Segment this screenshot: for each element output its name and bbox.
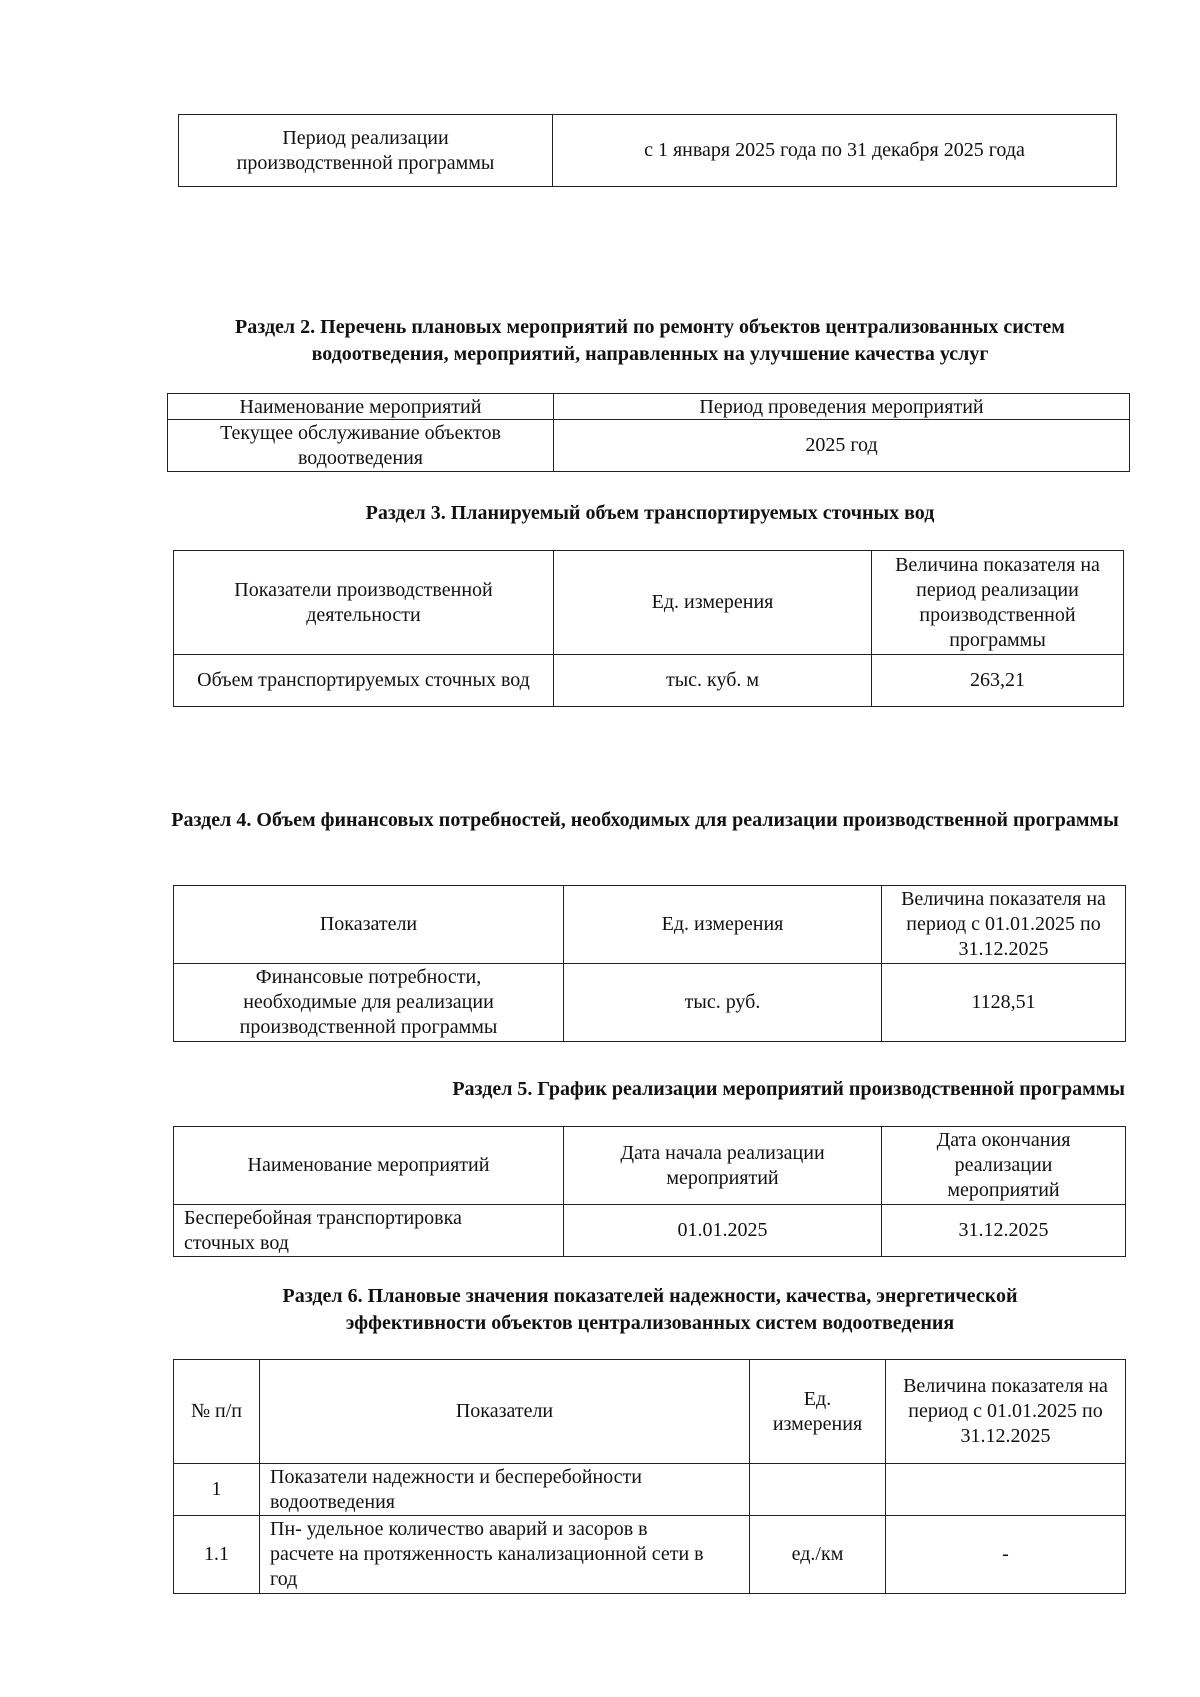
header-end-date: Дата окончания реализации мероприятий: [882, 1127, 1126, 1205]
table-row: [174, 1464, 1126, 1516]
indicator-financial-needs: Финансовые потребности, необходимые для реализации производственной программы: [174, 964, 564, 1042]
section-2-heading: Раздел 2. Перечень плановых мероприятий по ремонту объектов централизованных систем водоотведения, мероприятий, направленных на улучшение качества услуг: [235, 316, 1065, 365]
row-number: 1: [174, 1464, 260, 1516]
event-name: Текущее обслуживание объектов водоотведения: [168, 420, 554, 472]
event-period: 2025 год: [554, 420, 1130, 472]
indicator-wastewater-volume: Объем транспортируемых сточных вод: [174, 655, 554, 707]
header-unit: Ед. измерения: [564, 886, 882, 964]
row-number: 1.1: [174, 1516, 260, 1594]
section-2-table: [167, 393, 1130, 472]
row-unit: ед./км: [750, 1516, 886, 1594]
value-financial-needs: 1128,51: [882, 964, 1126, 1042]
header-unit: Ед. измерения: [750, 1360, 886, 1464]
value-wastewater-volume: 263,21: [872, 655, 1124, 707]
section-3-heading: Раздел 3. Планируемый объем транспортируемых сточных вод: [365, 502, 935, 524]
unit-financial-needs: тыс. руб.: [564, 964, 882, 1042]
end-date: 31.12.2025: [882, 1205, 1126, 1257]
period-value: с 1 января 2025 года по 31 декабря 2025 года: [553, 115, 1117, 187]
section-3-table: [173, 550, 1124, 707]
unit-wastewater-volume: тыс. куб. м: [554, 655, 872, 707]
header-start-date: Дата начала реализации мероприятий: [564, 1127, 882, 1205]
period-label: Период реализации производственной программы: [179, 115, 553, 187]
header-value: Величина показателя на период с 01.01.2025 по 31.12.2025: [882, 886, 1126, 964]
section-4-heading: Раздел 4. Объем финансовых потребностей, необходимых для реализации производственной программы: [171, 809, 1119, 831]
section-6-table: [173, 1359, 1126, 1594]
header-number: № п/п: [174, 1360, 260, 1464]
row-unit: [750, 1464, 886, 1516]
period-table: [178, 114, 1117, 187]
table-row: [174, 1516, 1126, 1594]
header-event-name: Наименование мероприятий: [168, 394, 554, 420]
section-6-heading: Раздел 6. Плановые значения показателей надежности, качества, энергетической эффективности объектов централизованных систем водоотведения: [282, 1285, 1018, 1334]
header-value: Величина показателя на период с 01.01.2025 по 31.12.2025: [886, 1360, 1126, 1464]
row-value: [886, 1464, 1126, 1516]
row-value: -: [886, 1516, 1126, 1594]
header-indicator: Показатели производственной деятельности: [174, 551, 554, 655]
header-indicator: Показатели: [260, 1360, 750, 1464]
row-indicator: Показатели надежности и бесперебойности водоотведения: [260, 1464, 750, 1516]
row-indicator: Пн- удельное количество аварий и засоров в расчете на протяженность канализационной сети в год: [260, 1516, 750, 1594]
event-name: Бесперебойная транспортировка сточных вод: [174, 1205, 564, 1257]
header-indicator: Показатели: [174, 886, 564, 964]
section-4-table: [173, 885, 1126, 1042]
header-event-name: Наименование мероприятий: [174, 1127, 564, 1205]
header-event-period: Период проведения мероприятий: [554, 394, 1130, 420]
section-5-heading: Раздел 5. График реализации мероприятий производственной программы: [452, 1078, 1125, 1100]
header-unit: Ед. измерения: [554, 551, 872, 655]
section-5-table: [173, 1126, 1126, 1257]
start-date: 01.01.2025: [564, 1205, 882, 1257]
header-value: Величина показателя на период реализации производственной программы: [872, 551, 1124, 655]
